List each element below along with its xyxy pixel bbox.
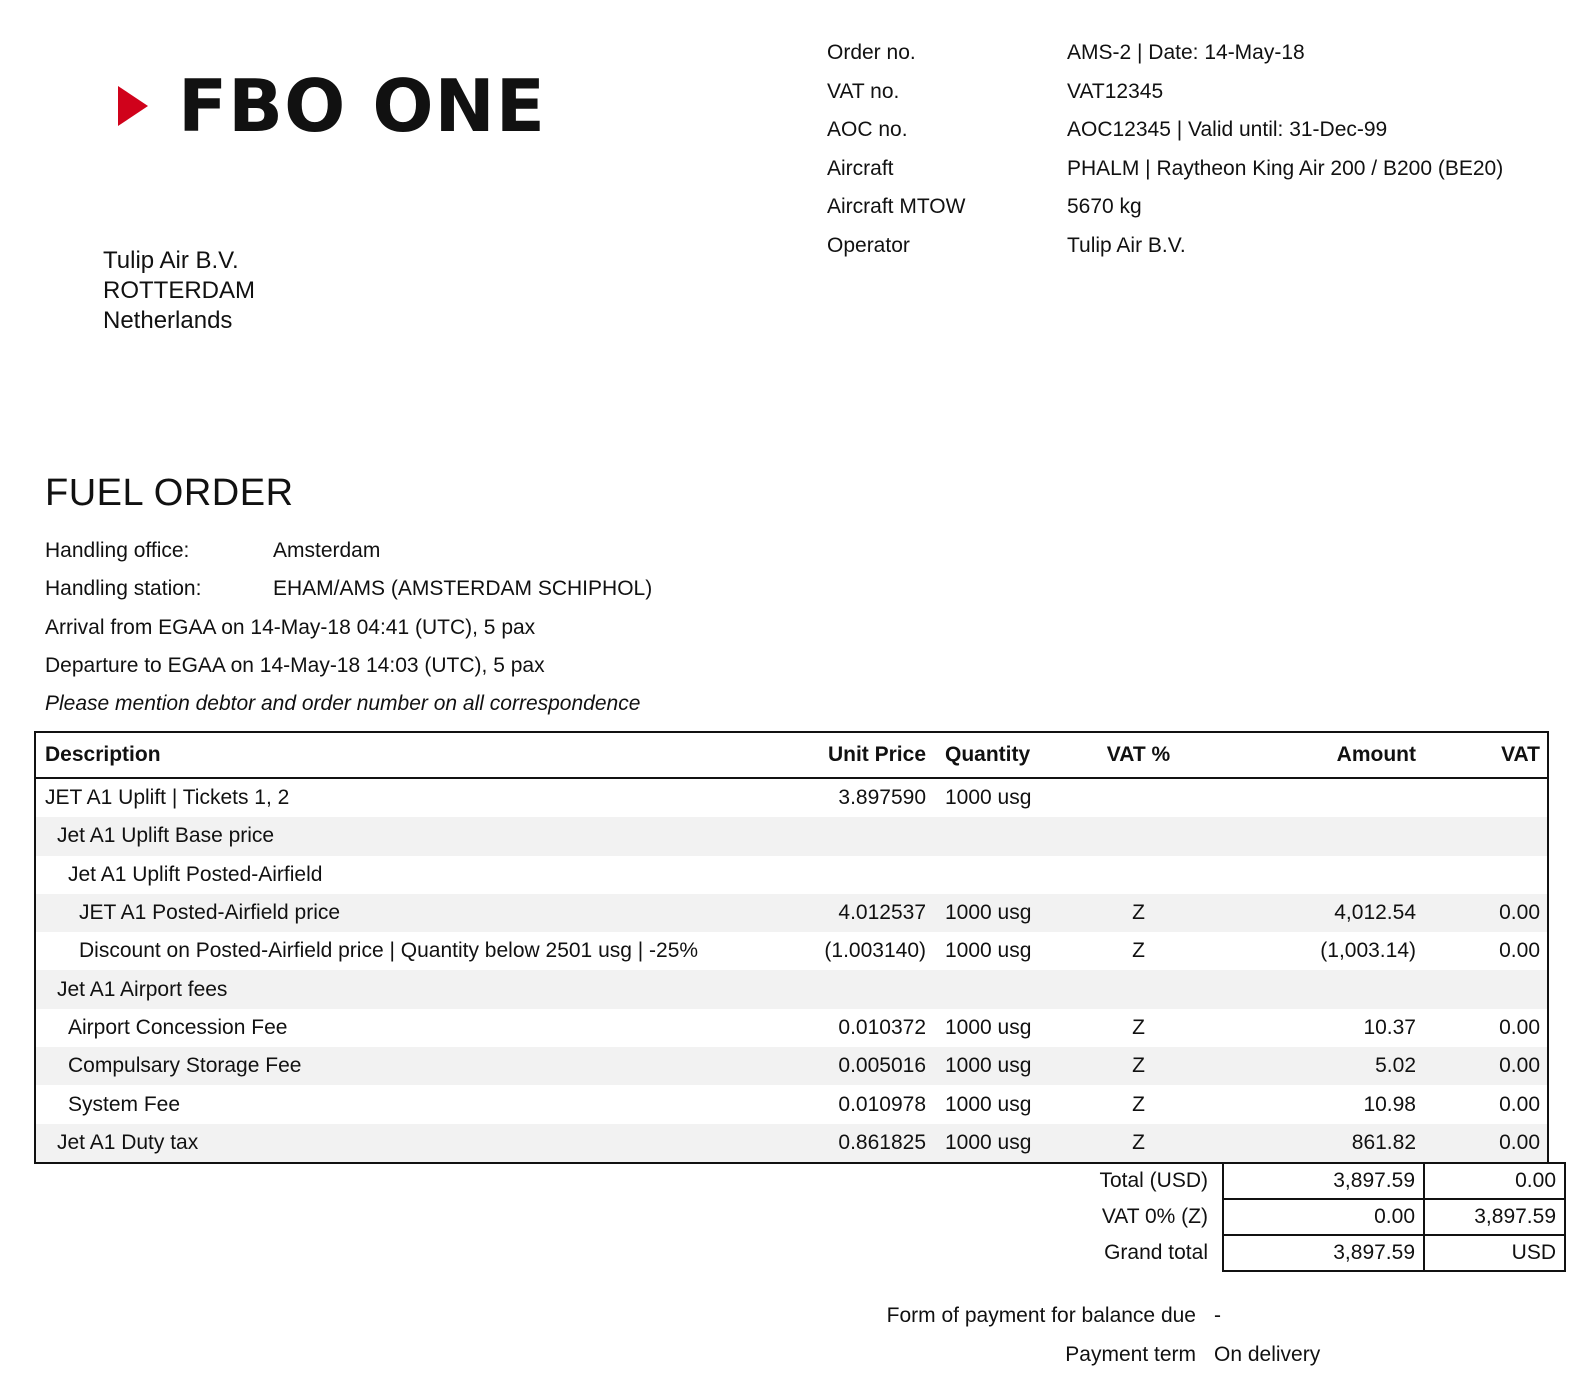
total-row: [1000, 1163, 1565, 1199]
vat-amount: 0.00: [1223, 1199, 1424, 1235]
payment-form-label: Form of payment for balance due: [886, 1304, 1196, 1328]
cell-description: Compulsary Storage Fee: [36, 1047, 816, 1085]
order-info: [827, 34, 1503, 265]
info-value: AOC12345 | Valid until: 31-Dec-99: [1067, 118, 1388, 142]
info-value: 5670 kg: [1067, 195, 1142, 219]
info-label: VAT no.: [827, 79, 900, 103]
arrival-row: Arrival from EGAA on 14-May-18 04:41 (UTC), 5 pax: [45, 615, 536, 639]
cell-vat: [1416, 856, 1547, 894]
customer-address: [103, 246, 255, 336]
cell-amount: 861.82: [1216, 1124, 1416, 1162]
address-line: ROTTERDAM: [103, 277, 255, 304]
vat-row: [1000, 1199, 1565, 1235]
cell-unit-price: 0.005016: [816, 1047, 926, 1085]
grand-total-amount: 3,897.59: [1223, 1235, 1424, 1271]
column-header-vat-percent: VAT %: [1061, 733, 1216, 778]
cell-unit-price: (1.003140): [824, 939, 926, 963]
info-label: Order no.: [827, 41, 916, 65]
order-details: [45, 532, 652, 723]
cell-vat: 0.00: [1499, 1015, 1540, 1039]
info-row-mtow: [827, 188, 1503, 227]
cell-vat-percent: [1061, 778, 1216, 817]
cell-quantity: 1000 usg: [945, 939, 1032, 963]
cell-vat-percent: Z: [1132, 1092, 1145, 1116]
cell-unit-price: 4.012537: [816, 894, 926, 932]
total-vat: 0.00: [1424, 1163, 1565, 1199]
cell-vat-percent: Z: [1132, 1015, 1145, 1039]
cell-amount: [1216, 778, 1416, 817]
cell-vat-percent: Z: [1061, 1047, 1216, 1085]
line-items-table: [34, 731, 1549, 1164]
cell-unit-price: 0.861825: [816, 1124, 926, 1162]
cell-amount: 5.02: [1216, 1047, 1416, 1085]
cell-description: JET A1 Posted-Airfield price: [36, 894, 816, 932]
table-row: [36, 1009, 1547, 1047]
column-header-amount: Amount: [1216, 733, 1416, 778]
column-header-description: Description: [36, 733, 816, 778]
cell-quantity: 1000 usg: [926, 1047, 1061, 1085]
correspondence-note: Please mention debtor and order number on all correspondence: [45, 692, 641, 716]
cell-quantity: [926, 817, 1061, 855]
cell-unit-price: 0.010372: [838, 1015, 926, 1039]
detail-value: EHAM/AMS (AMSTERDAM SCHIPHOL): [273, 577, 653, 601]
cell-vat: [1416, 970, 1547, 1008]
cell-description: Jet A1 Airport fees: [36, 970, 816, 1008]
cell-description: Jet A1 Duty tax: [36, 1124, 816, 1162]
cell-unit-price: 3.897590: [838, 786, 926, 810]
cell-vat: 0.00: [1416, 894, 1547, 932]
table-header-row: [36, 733, 1547, 778]
cell-quantity: [926, 856, 1061, 894]
table-row: [36, 856, 1547, 894]
payment-term-label: Payment term: [1065, 1342, 1196, 1366]
cell-amount: [1216, 817, 1416, 855]
info-label: Aircraft: [827, 156, 894, 180]
cell-amount: 4,012.54: [1216, 894, 1416, 932]
info-value: AMS-2 | Date: 14-May-18: [1067, 41, 1305, 65]
info-row-vat: [827, 73, 1503, 112]
info-label: AOC no.: [827, 118, 908, 142]
info-value: Tulip Air B.V.: [1067, 233, 1186, 257]
cell-amount: (1,003.14): [1320, 939, 1416, 963]
cell-description: Jet A1 Uplift Base price: [36, 817, 816, 855]
info-row-operator: [827, 227, 1503, 266]
info-label: Aircraft MTOW: [827, 195, 966, 219]
cell-vat-percent: Z: [1061, 894, 1216, 932]
cell-quantity: 1000 usg: [926, 894, 1061, 932]
cell-unit-price: [816, 856, 926, 894]
grand-total-currency: USD: [1424, 1235, 1565, 1271]
info-row-aoc: [827, 111, 1503, 150]
handling-office-row: [45, 532, 652, 570]
cell-quantity: [926, 970, 1061, 1008]
table-row: [36, 932, 1547, 970]
departure-row: Departure to EGAA on 14-May-18 14:03 (UTC), 5 pax: [45, 654, 545, 678]
info-row-order: [827, 34, 1503, 73]
detail-value: Amsterdam: [273, 539, 381, 563]
table-row: [36, 970, 1547, 1008]
info-value: VAT12345: [1067, 79, 1164, 103]
info-row-aircraft: [827, 150, 1503, 189]
document-title: FUEL ORDER: [45, 472, 294, 514]
cell-quantity: 1000 usg: [945, 786, 1032, 810]
fbo-one-logo: [118, 64, 546, 148]
cell-quantity: 1000 usg: [926, 1124, 1061, 1162]
address-line: Tulip Air B.V.: [103, 247, 239, 274]
payment-term-value: On delivery: [1214, 1342, 1321, 1366]
cell-description: Discount on Posted-Airfield price | Quantity below 2501 usg | -25%: [79, 939, 699, 963]
cell-description: System Fee: [68, 1092, 181, 1116]
handling-station-row: [45, 570, 652, 608]
table-row: [36, 894, 1547, 932]
red-triangle-icon: [118, 86, 148, 126]
vat-label: VAT 0% (Z): [1101, 1205, 1208, 1228]
cell-vat-percent: [1061, 817, 1216, 855]
table-row: [36, 778, 1547, 817]
info-value: PHALM | Raytheon King Air 200 / B200 (BE20): [1067, 156, 1504, 180]
grand-total-label: Grand total: [1104, 1241, 1208, 1264]
cell-vat: [1416, 778, 1547, 817]
vat-base: 3,897.59: [1424, 1199, 1565, 1235]
cell-vat: 0.00: [1416, 1047, 1547, 1085]
cell-amount: [1216, 856, 1416, 894]
cell-amount: 10.37: [1363, 1015, 1416, 1039]
table-row: [36, 1047, 1547, 1085]
payment-info: [860, 1297, 1320, 1374]
cell-description: Jet A1 Uplift Posted-Airfield: [68, 862, 323, 886]
cell-unit-price: [816, 817, 926, 855]
column-header-vat: VAT: [1416, 733, 1547, 778]
detail-label: Handling office:: [45, 539, 190, 563]
address-line: Netherlands: [103, 307, 233, 334]
detail-label: Handling station:: [45, 577, 202, 601]
total-amount: 3,897.59: [1223, 1163, 1424, 1199]
cell-vat: 0.00: [1416, 1124, 1547, 1162]
cell-amount: 10.98: [1363, 1092, 1416, 1116]
payment-form-row: [860, 1297, 1320, 1336]
info-label: Operator: [827, 233, 910, 257]
table-row: [36, 1124, 1547, 1162]
total-label: Total (USD): [1099, 1169, 1208, 1192]
cell-amount: [1216, 970, 1416, 1008]
column-header-quantity: Quantity: [926, 733, 1061, 778]
payment-term-row: [860, 1336, 1320, 1375]
cell-vat: 0.00: [1499, 939, 1540, 963]
payment-form-value: -: [1214, 1304, 1221, 1328]
cell-quantity: 1000 usg: [945, 1092, 1032, 1116]
cell-unit-price: 0.010978: [838, 1092, 926, 1116]
cell-description: JET A1 Uplift | Tickets 1, 2: [45, 786, 290, 810]
grand-total-row: [1000, 1235, 1565, 1271]
cell-vat: 0.00: [1499, 1092, 1540, 1116]
cell-description: Airport Concession Fee: [68, 1015, 288, 1039]
cell-vat-percent: [1061, 856, 1216, 894]
cell-vat-percent: Z: [1061, 1124, 1216, 1162]
cell-unit-price: [816, 970, 926, 1008]
cell-vat: [1416, 817, 1547, 855]
table-row: [36, 1085, 1547, 1123]
logo-brand-text: FBO ONE: [178, 64, 546, 148]
cell-vat-percent: Z: [1132, 939, 1145, 963]
column-header-unit-price: Unit Price: [816, 733, 926, 778]
cell-quantity: 1000 usg: [945, 1015, 1032, 1039]
table-row: [36, 817, 1547, 855]
totals-table: [1000, 1162, 1566, 1272]
cell-vat-percent: [1061, 970, 1216, 1008]
